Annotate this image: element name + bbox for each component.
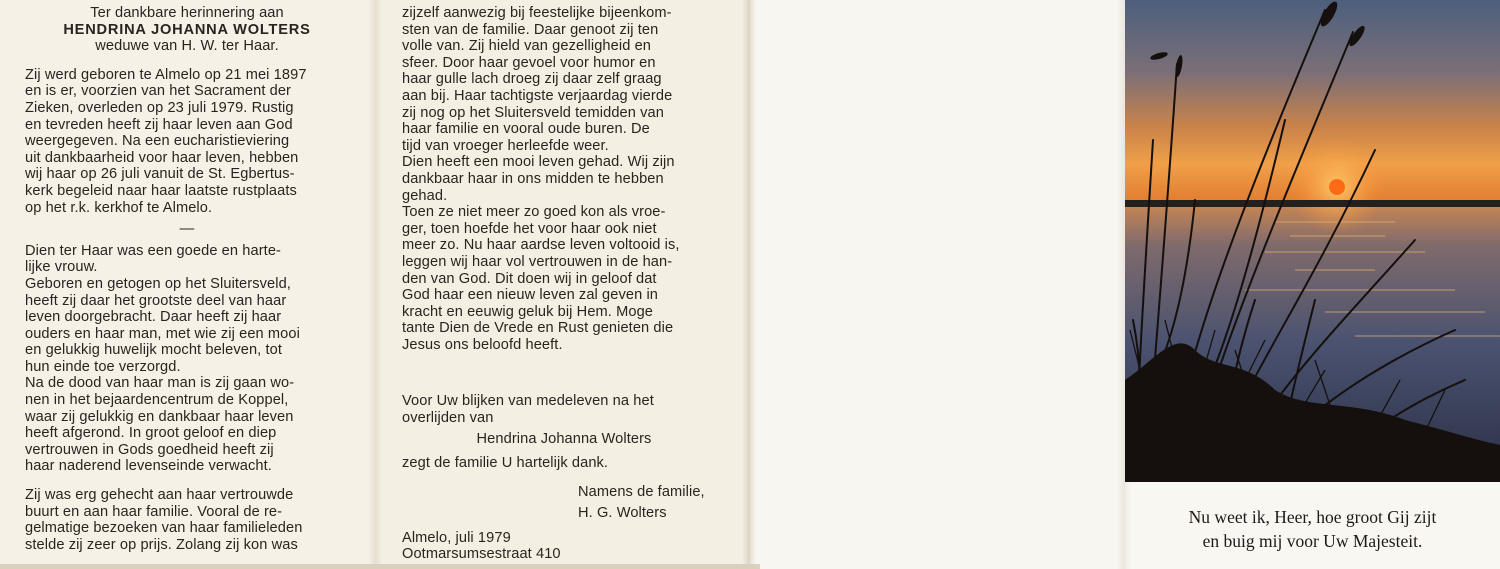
deceased-name: HENDRINA JOHANNA WOLTERS — [63, 21, 311, 38]
text-line: leggen wij haar vol vertrouwen in de han- — [402, 253, 673, 270]
text-line: Zij was erg gehecht aan haar vertrouwde — [25, 487, 294, 504]
continued-paragraph — [402, 5, 726, 353]
widow-of-line: weduwe van H. W. ter Haar. — [95, 38, 279, 55]
text-line: heeft zij daar het grootste deel van haar — [25, 292, 287, 309]
fold-line — [742, 0, 756, 569]
text-line: op het r.k. kerkhof te Almelo. — [25, 199, 213, 216]
place-date: Almelo, juli 1979 — [402, 529, 511, 546]
thanks-name: Hendrina Johanna Wolters — [476, 430, 652, 447]
thanks-paragraph — [402, 393, 726, 426]
section-separator: — — [179, 221, 195, 238]
text-line: en gelukkig huwelijk mocht beleven, tot — [25, 342, 283, 359]
text-line: heeft afgerond. In groot geloof en diep — [25, 425, 277, 442]
memorial-text-left — [25, 5, 349, 553]
text-line: Voor Uw blijken van medeleven na het — [402, 393, 654, 410]
text-line: God haar een nieuw leven zal geven in — [402, 287, 659, 304]
memorial-dedication: Ter dankbare herinnering aan — [90, 5, 284, 21]
text-line: aan bij. Haar tachtigste verjaardag vierde — [402, 87, 673, 104]
signature-line: Namens de familie, — [578, 483, 705, 500]
text-line: wij haar op 26 juli vanuit de St. Egbertus- — [25, 166, 295, 183]
text-line: haar familie en vooral oude buren. De — [402, 121, 650, 138]
family-paragraph — [25, 487, 349, 553]
text-line: ouders en haar man, met wie zij een mooi — [25, 325, 300, 342]
text-line: Zij werd geboren te Almelo op 21 mei 1897 — [25, 66, 307, 83]
text-line: Jesus ons beloofd heeft. — [402, 336, 563, 353]
thanks-closing: zegt de familie U hartelijk dank. — [402, 455, 609, 472]
text-line: uit dankbaarheid voor haar leven, hebben — [25, 149, 299, 166]
text-line: dankbaar haar in ons midden te hebben — [402, 170, 664, 187]
text-line: gelmatige bezoeken van haar familieleden — [25, 520, 303, 537]
text-line: en is er, voorzien van het Sacrament der — [25, 83, 292, 100]
verse-line: en buig mij voor Uw Majesteit. — [1202, 531, 1423, 551]
text-line: haar naderend levenseinde verwacht. — [25, 458, 272, 475]
text-line: kerk begeleid naar haar laatste rustplaats — [25, 182, 297, 199]
text-line: en tevreden heeft zij haar leven aan God — [25, 116, 293, 133]
verse-line: Nu weet ik, Heer, hoe groot Gij zijt — [1188, 507, 1437, 527]
life-paragraph — [25, 243, 349, 475]
text-line: Dien heeft een mooi leven gehad. Wij zijn — [402, 154, 675, 171]
blank-card-panel — [750, 0, 1125, 569]
text-line: tante Dien de Vrede en Rust genieten die — [402, 320, 674, 337]
text-line: sfeer. Door haar gevoel voor humor en — [402, 54, 656, 71]
fold-line — [368, 0, 382, 569]
text-line: leven doorgebracht. Daar heeft zij haar — [25, 309, 282, 326]
paper-edge — [0, 564, 760, 569]
text-line: ger, toen hoefde het voor haar ook niet — [402, 220, 657, 237]
text-line: weergegeven. Na een eucharistieviering — [25, 133, 290, 150]
text-line: volle van. Zij hield van gezelligheid en — [402, 38, 652, 55]
text-line: sten van de familie. Daar genoot zij ten — [402, 21, 659, 38]
text-line: lijke vrouw. — [25, 259, 98, 276]
text-line: Dien ter Haar was een goede en harte- — [25, 242, 281, 259]
text-line: gehad. — [402, 187, 448, 204]
text-line: zijzelf aanwezig bij feestelijke bijeenkom- — [402, 5, 672, 21]
text-line: meer zo. Nu haar aardse leven voltooid is, — [402, 237, 680, 254]
text-line: buurt en aan haar familie. Vooral de re- — [25, 503, 283, 520]
text-line: overlijden van — [402, 410, 494, 427]
text-line: Toen ze niet meer zo goed kon als vroe- — [402, 204, 666, 221]
biography-paragraph — [25, 67, 349, 216]
text-line: kracht en eeuwig geluk bij Hem. Moge — [402, 303, 654, 320]
text-line: waar zij gelukkig en dankbaar haar leven — [25, 408, 294, 425]
text-line: nen in het bejaardencentrum de Koppel, — [25, 392, 289, 409]
memorial-text-middle — [402, 5, 726, 563]
text-line: Geboren en getogen op het Sluitersveld, — [25, 275, 291, 292]
text-line: hun einde toe verzorgd. — [25, 358, 181, 375]
bible-verse — [1125, 505, 1500, 553]
sunset-reeds-photo — [1125, 0, 1500, 482]
text-line: Na de dood van haar man is zij gaan wo- — [25, 375, 295, 392]
text-line: tijd van vroeger herleefde weer. — [402, 137, 609, 154]
text-line: zij nog op het Sluitersveld temidden van — [402, 104, 664, 121]
text-line: Zieken, overleden op 23 juli 1979. Rustig — [25, 99, 294, 116]
signature-line: H. G. Wolters — [578, 504, 667, 521]
address: Ootmarsumsestraat 410 — [402, 546, 561, 563]
family-signature — [402, 480, 726, 522]
text-line: haar gulle lach droeg zij daar zelf graag — [402, 71, 662, 88]
text-line: stelde zij zeer op prijs. Zolang zij kon was — [25, 536, 298, 553]
text-line: den van God. Dit doen wij in geloof dat — [402, 270, 657, 287]
text-line: vertrouwen in Gods goedheid heeft zij — [25, 441, 274, 458]
